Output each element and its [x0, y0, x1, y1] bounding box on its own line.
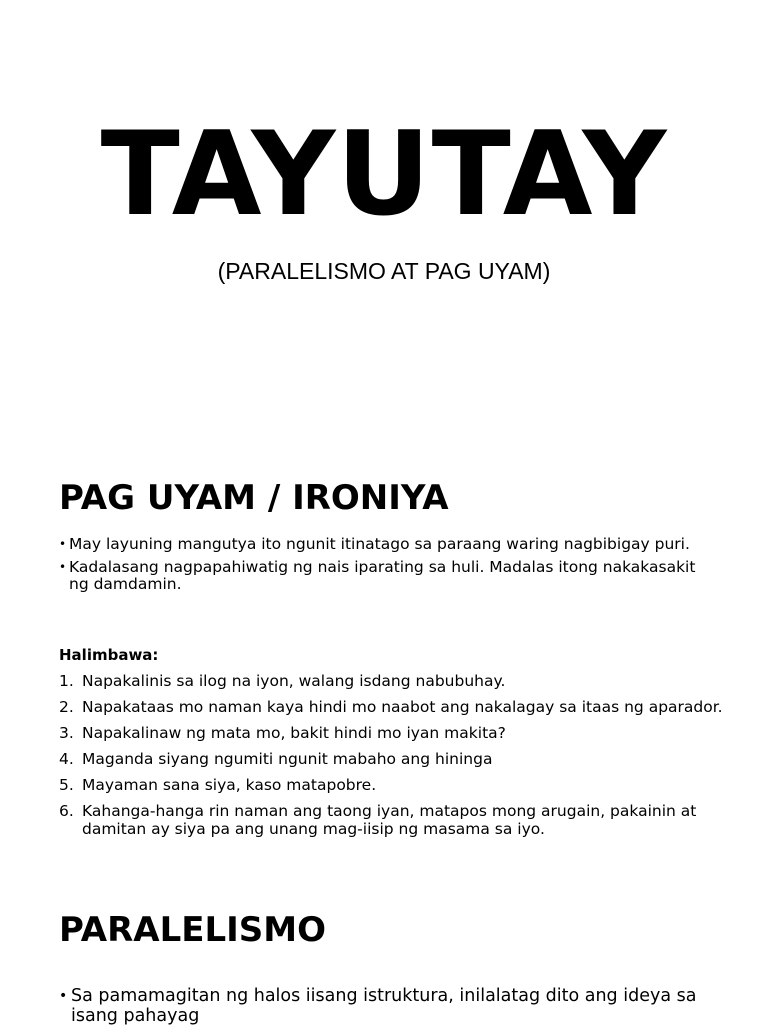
bullet-item: • Kadalasang nagpapahiwatig ng nais iparating sa huli. Madalas itong nakakasakit ng damdamin. — [59, 559, 719, 593]
page-subtitle: (PARALELISMO AT PAG UYAM) — [217, 258, 551, 284]
bullet-item: • Sa pamamagitan ng halos iisang istruktura, inilalatag dito ang ideya sa isang pahayag — [59, 986, 719, 1026]
pag-uyam-bullet-list — [59, 536, 719, 599]
paralelismo-heading: PARALELISMO — [59, 910, 327, 950]
example-item — [59, 776, 724, 794]
paralelismo-bullet-list — [59, 986, 719, 1032]
example-text: Maganda siyang ngumiti ngunit mabaho ang hininga — [82, 750, 493, 768]
paralelismo-slide — [0, 880, 768, 1024]
example-text: Napakalinaw ng mata mo, bakit hindi mo iyan makita? — [82, 724, 506, 742]
example-text: Napakalinis sa ilog na iyon, walang isdang nabubuhay. — [82, 672, 506, 690]
example-label: Halimbawa: — [59, 646, 159, 664]
example-list — [59, 672, 724, 846]
example-text: Kahanga-hanga rin naman ang taong iyan, matapos mong arugain, pakainin at damitan ay siya pa ang unang mag-iisip ng masama sa iyo. — [82, 802, 697, 838]
example-number: 4. — [59, 750, 74, 768]
example-item — [59, 698, 724, 716]
pag-uyam-heading: PAG UYAM / IRONIYA — [59, 478, 449, 518]
example-item — [59, 724, 724, 742]
example-number: 5. — [59, 776, 74, 794]
example-item — [59, 750, 724, 768]
page-title: TAYUTAY — [100, 107, 668, 242]
example-item — [59, 672, 724, 690]
example-text: Napakataas mo naman kaya hindi mo naabot ang nakalagay sa itaas ng aparador. — [82, 698, 723, 716]
example-text: Mayaman sana siya, kaso matapobre. — [82, 776, 377, 794]
pag-uyam-slide — [0, 440, 768, 880]
example-number: 3. — [59, 724, 74, 742]
example-number: 2. — [59, 698, 74, 716]
title-slide — [0, 0, 768, 440]
example-item — [59, 802, 724, 838]
bullet-item: • May layuning mangutya ito ngunit itinatago sa paraang waring nagbibigay puri. — [59, 536, 719, 553]
example-number: 6. — [59, 802, 74, 820]
example-number: 1. — [59, 672, 74, 690]
